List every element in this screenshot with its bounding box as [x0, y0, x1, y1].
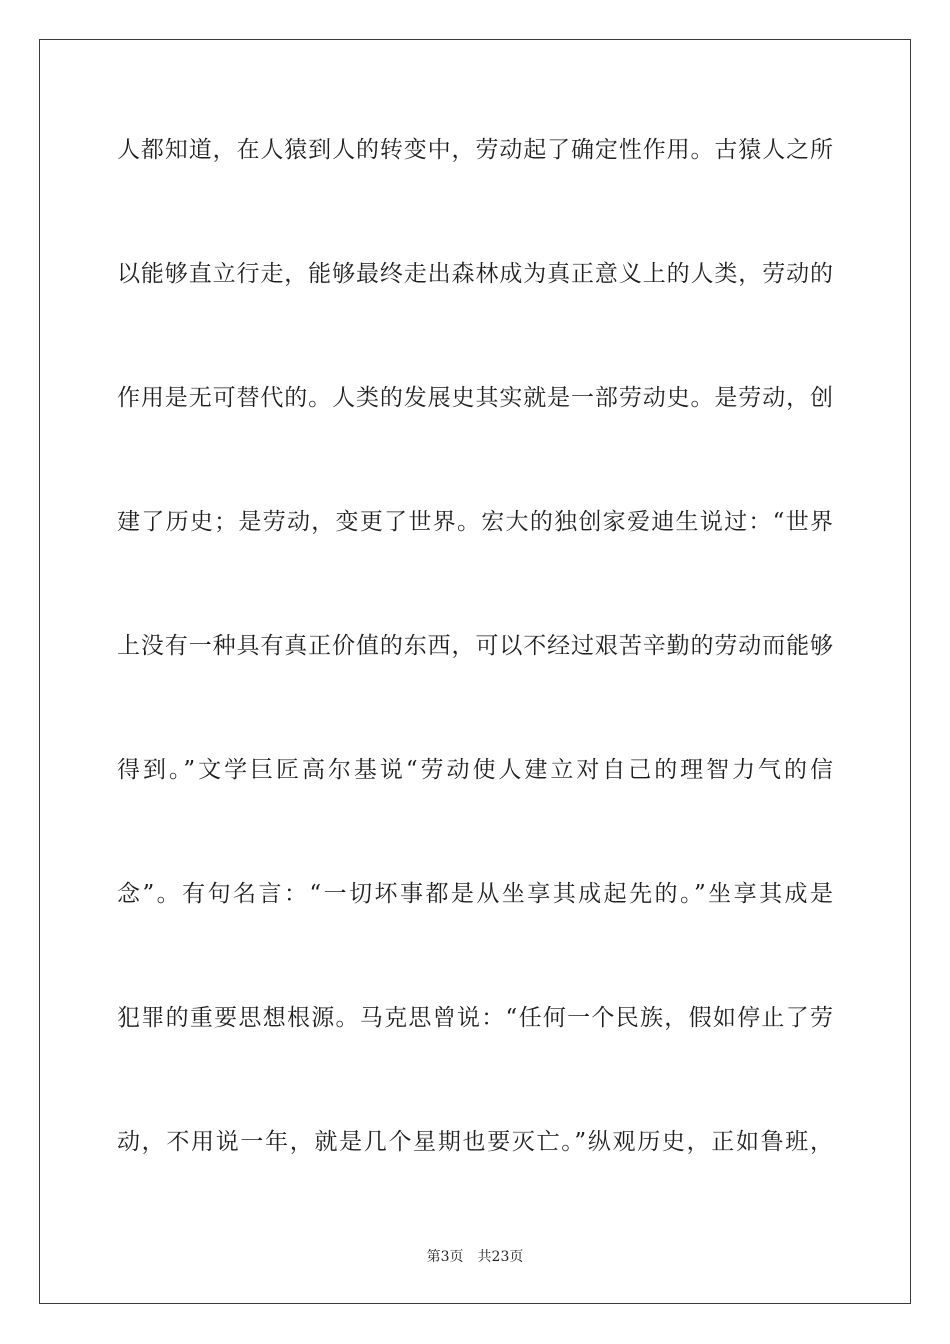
text-line: 作用是无可替代的。人类的发展史其实就是一部劳动史。是劳动，创 [117, 385, 833, 411]
text-line: 动，不用说一年，就是几个星期也要灭亡。”纵观历史，正如鲁班， [117, 1129, 833, 1155]
text-line: 得到。”文学巨匠高尔基说“劳动使人建立对自己的理智力气的信 [117, 757, 833, 783]
text-line: 犯罪的重要思想根源。马克思曾说：“任何一个民族，假如停止了劳 [117, 1005, 833, 1031]
page-total: 共23页 [477, 1249, 524, 1265]
page-number: 第3页 [426, 1249, 464, 1265]
text-line: 上没有一种具有真正价值的东西，可以不经过艰苦辛勤的劳动而能够 [117, 633, 833, 659]
page-footer [0, 1246, 950, 1266]
text-line: 人都知道，在人猿到人的转变中，劳动起了确定性作用。古猿人之所 [117, 137, 833, 163]
body-text [117, 126, 833, 1242]
text-line: 建了历史；是劳动，变更了世界。宏大的独创家爱迪生说过：“世界 [117, 509, 833, 535]
text-line: 以能够直立行走，能够最终走出森林成为真正意义上的人类，劳动的 [117, 261, 833, 287]
text-line: 念”。有句名言：“一切坏事都是从坐享其成起先的。”坐享其成是 [117, 881, 833, 907]
